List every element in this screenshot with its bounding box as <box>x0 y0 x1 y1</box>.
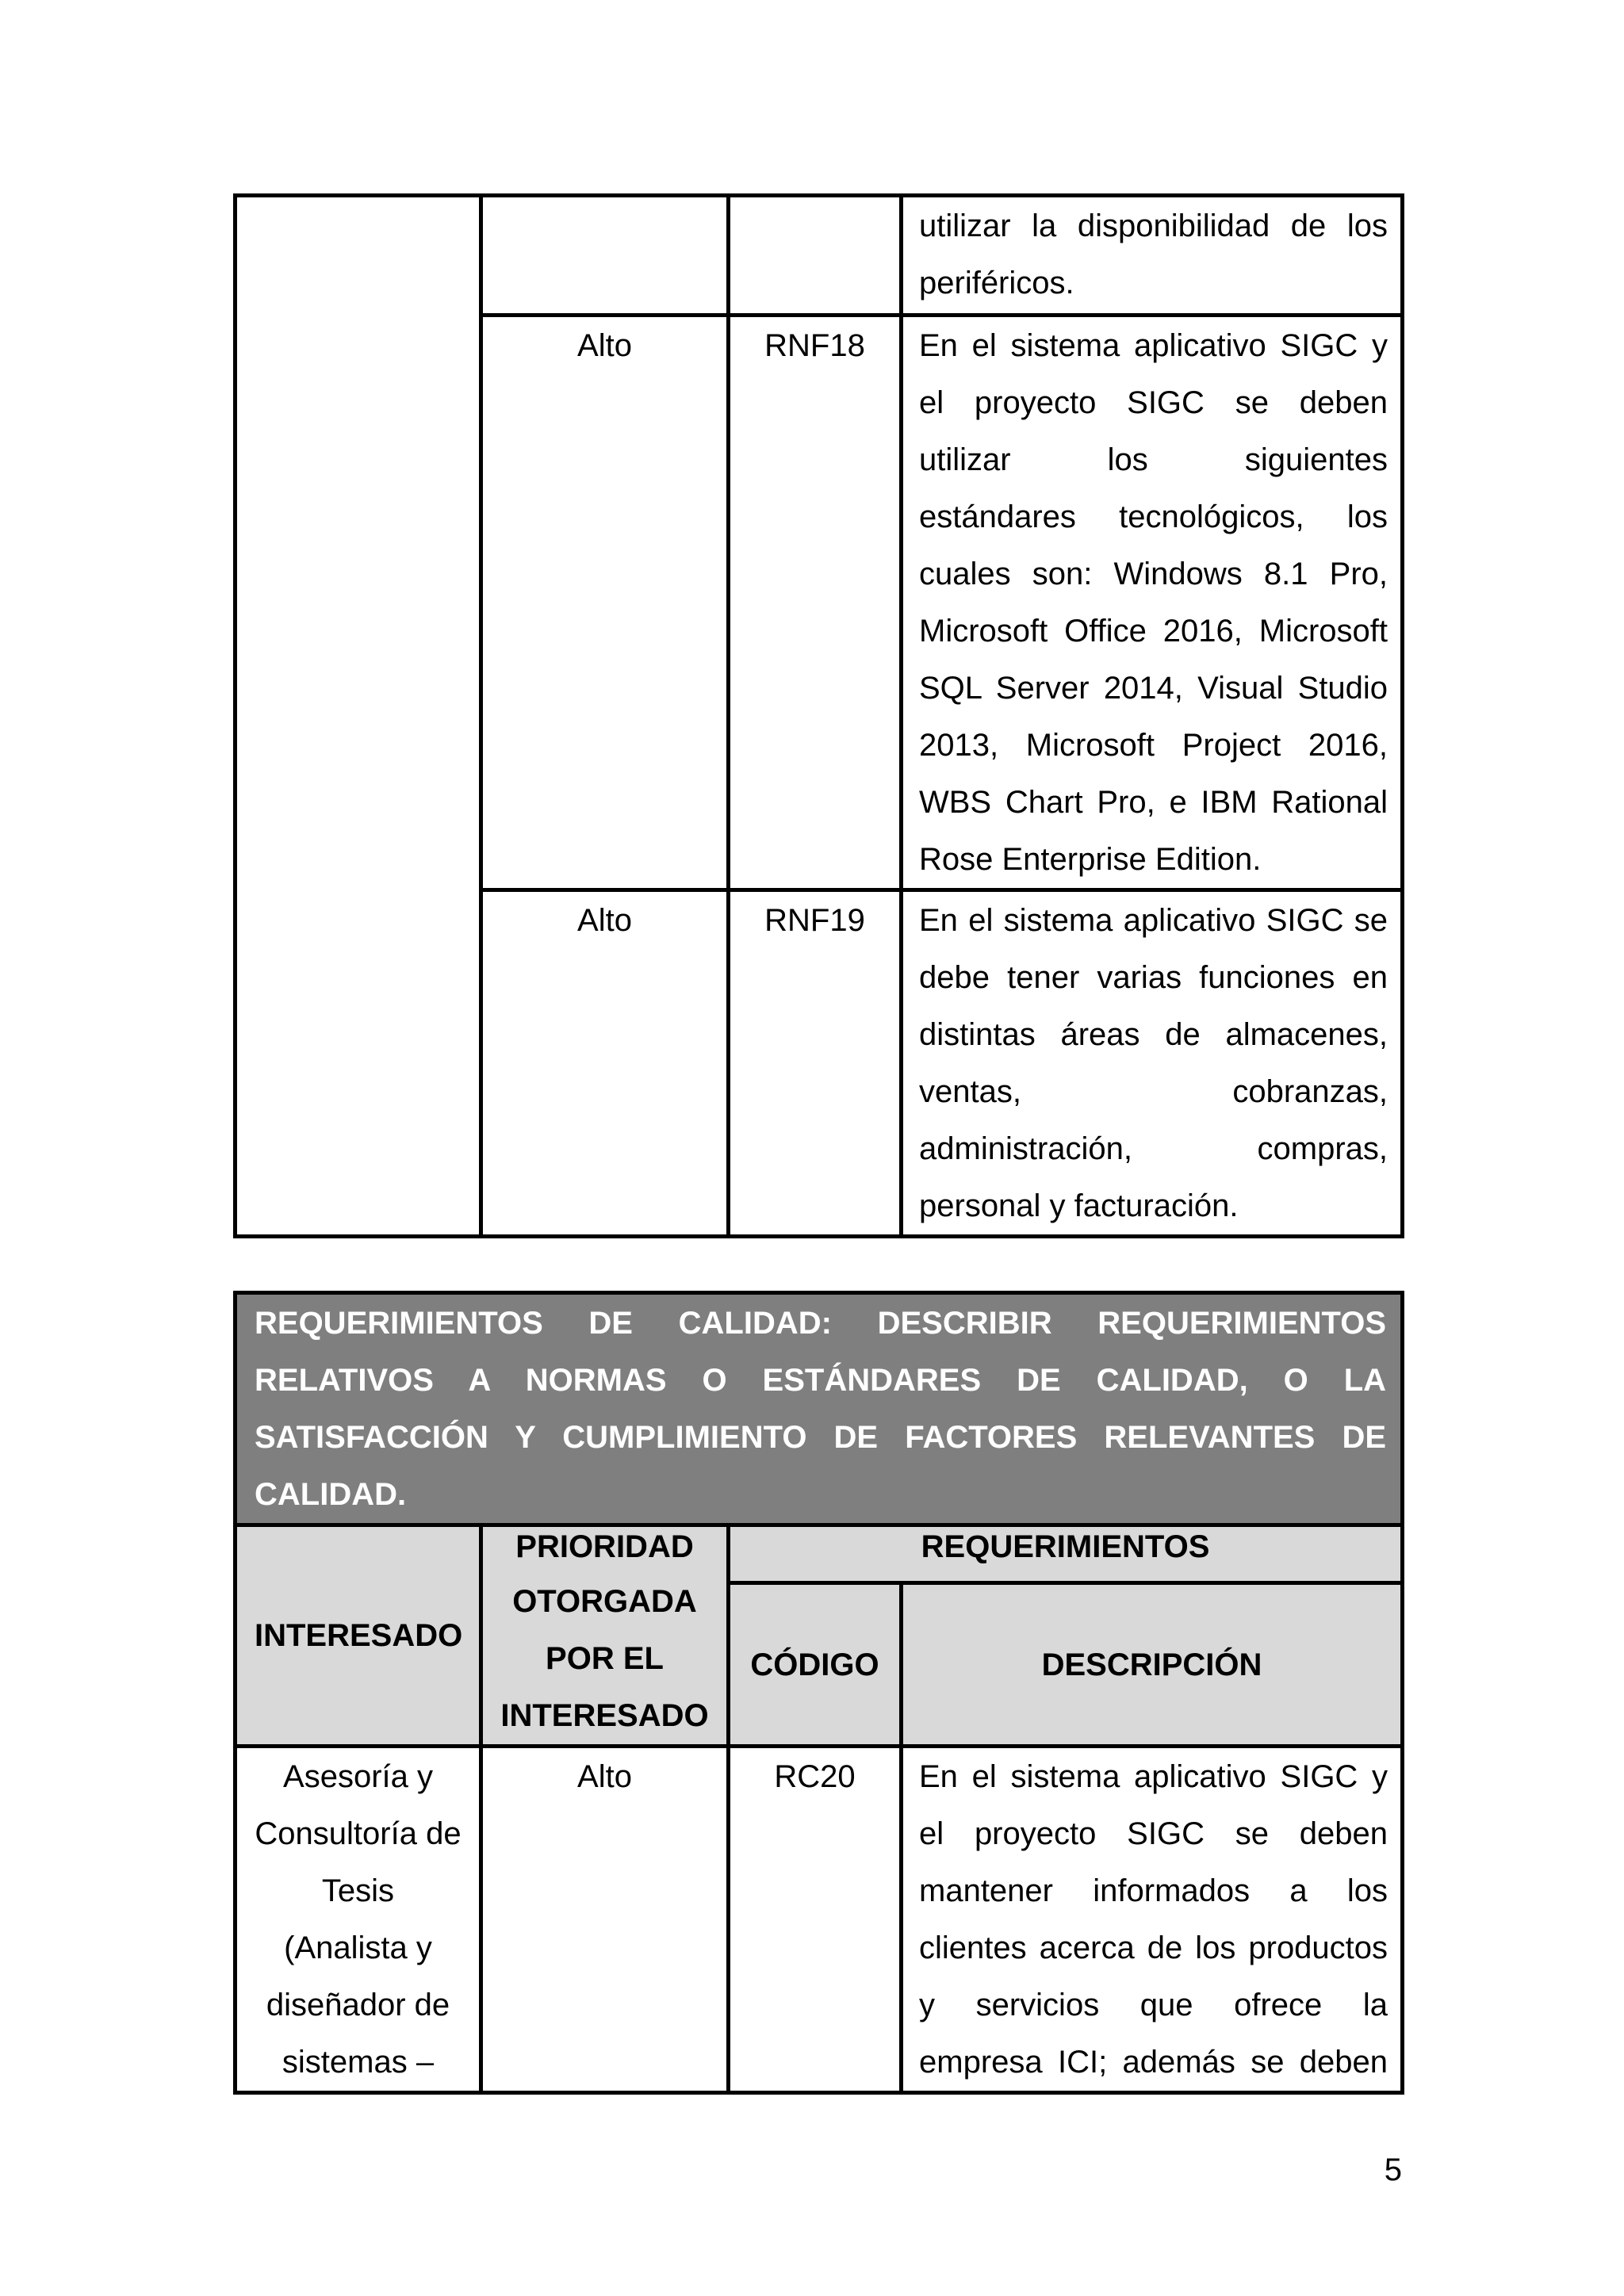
header-descripcion: DESCRIPCIÓN <box>902 1583 1403 1747</box>
text-line: En el sistema aplicativo SIGC se <box>919 903 1388 938</box>
header-line: PRIORIDAD <box>515 1529 694 1564</box>
title-line: REQUERIMIENTOS DE CALIDAD: DESCRIBIR REQUERIMIENTOS <box>255 1306 1387 1341</box>
text-line: periféricos. <box>919 266 1074 300</box>
text-line: diseñador de <box>266 1988 450 2022</box>
text-line: administración, compras, <box>919 1131 1388 1166</box>
prioridad-cell: Alto <box>481 890 729 1237</box>
section-title <box>236 1293 1403 1525</box>
header-requerimientos: REQUERIMIENTOS <box>729 1525 1403 1583</box>
text-line: estándares tecnológicos, los <box>919 499 1388 534</box>
text-line: debe tener varias funciones en <box>919 960 1388 995</box>
title-line: SATISFACCIÓN Y CUMPLIMIENTO DE FACTORES RELEVANTES DE <box>255 1420 1387 1455</box>
header-row <box>236 1525 1403 1583</box>
descripcion-cell <box>902 196 1403 316</box>
title-line: CALIDAD. <box>255 1477 407 1512</box>
descripcion-cell <box>902 890 1403 1237</box>
codigo-cell: RNF19 <box>729 890 902 1237</box>
codigo-cell: RNF18 <box>729 316 902 890</box>
text-line: utilizar la disponibilidad de los <box>919 209 1388 243</box>
text-line: En el sistema aplicativo SIGC y <box>919 1759 1388 1794</box>
table-row <box>236 196 1403 316</box>
prioridad-cell: Alto <box>481 1747 729 2093</box>
text-line: (Analista y <box>284 1931 432 1965</box>
text-line: sistemas – <box>282 2045 435 2080</box>
text-line: Consultoría de <box>255 1816 462 1851</box>
requirements-table-continued <box>233 193 1404 1238</box>
text-line: WBS Chart Pro, e IBM Rational <box>919 785 1388 820</box>
codigo-cell <box>729 196 902 316</box>
text-line: ventas, cobranzas, <box>919 1074 1388 1109</box>
text-line: clientes acerca de los productos <box>919 1931 1388 1965</box>
text-line: SQL Server 2014, Visual Studio <box>919 671 1388 706</box>
table-title-row <box>236 1293 1403 1525</box>
text-line: empresa ICI; además se deben <box>919 2045 1388 2080</box>
prioridad-cell <box>481 196 729 316</box>
text-line: En el sistema aplicativo SIGC y <box>919 328 1388 363</box>
header-line: INTERESADO <box>500 1698 709 1733</box>
quality-requirements-table <box>233 1291 1404 2095</box>
header-interesado: INTERESADO <box>236 1525 481 1747</box>
table-row <box>236 1747 1403 2093</box>
text-line: distintas áreas de almacenes, <box>919 1017 1388 1052</box>
descripcion-cell <box>902 1747 1403 2093</box>
text-line: personal y facturación. <box>919 1188 1239 1223</box>
header-line: OTORGADA <box>512 1584 697 1619</box>
interesado-cell <box>236 1747 481 2093</box>
text-line: utilizar los siguientes <box>919 442 1388 477</box>
text-line: y servicios que ofrece la <box>919 1988 1388 2022</box>
page-number: 5 <box>1384 2152 1402 2187</box>
prioridad-cell: Alto <box>481 316 729 890</box>
header-prioridad <box>481 1525 729 1747</box>
text-line: el proyecto SIGC se deben <box>919 385 1388 420</box>
text-line: el proyecto SIGC se deben <box>919 1816 1388 1851</box>
header-line: POR EL <box>546 1641 664 1676</box>
codigo-cell: RC20 <box>729 1747 902 2093</box>
text-line: Rose Enterprise Edition. <box>919 842 1262 877</box>
text-line: mantener informados a los <box>919 1873 1388 1908</box>
text-line: Microsoft Office 2016, Microsoft <box>919 614 1388 649</box>
text-line: 2013, Microsoft Project 2016, <box>919 728 1388 763</box>
text-line: Asesoría y <box>283 1759 433 1794</box>
text-line: Tesis <box>321 1873 395 1908</box>
text-line: cuales son: Windows 8.1 Pro, <box>919 557 1388 591</box>
title-line: RELATIVOS A NORMAS O ESTÁNDARES DE CALIDAD, O LA <box>255 1363 1387 1398</box>
header-codigo: CÓDIGO <box>729 1583 902 1747</box>
descripcion-cell <box>902 316 1403 890</box>
interesado-cell <box>236 196 481 1237</box>
